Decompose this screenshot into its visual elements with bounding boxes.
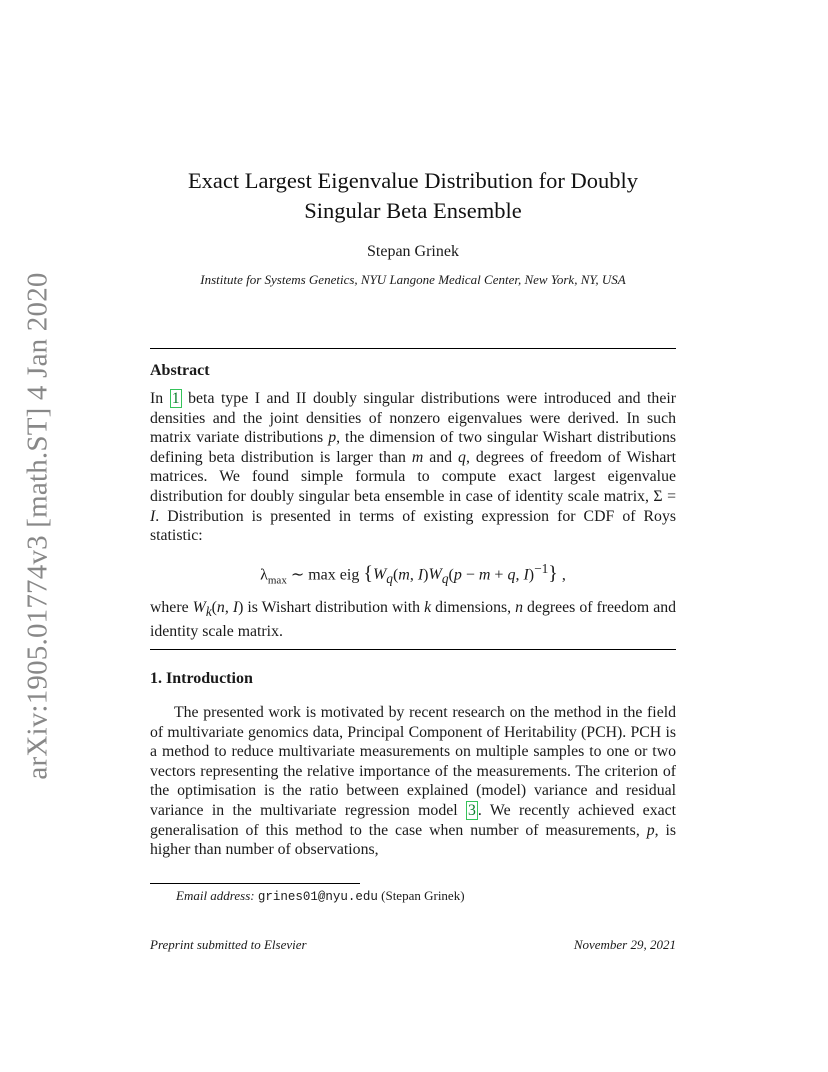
citation-3[interactable]: 3 [468,801,476,819]
arxiv-identifier: arXiv:1905.01774v3 [math.ST] 4 Jan 2020 [21,272,54,780]
abstract-heading: Abstract [150,362,210,379]
date: November 29, 2021 [573,937,676,952]
equation: $\lambda_{max}$ ∼ max eig {$W_q(m$, $I)W_q(p - m + q$, I)$^{-1}$} , [260,561,566,587]
author: Stepan Grinek [367,243,459,260]
email-link[interactable]: grines01@nyu.edu [257,890,378,904]
title-line-1: Exact Largest Eigenvalue Distribution for Doubly [187,168,639,193]
introduction-paragraph: The presented work is motivated by recent research on the method in the field of multivariate genomics data, Principal Component of Heritability (PCH). PCH is a method to reduce multivariate measurements on multiple samples to one or two vectors representing the relative importance of the measurements. The criterion of the optimisation is the ratio between explained (model) variance and residual variance in the multivariate regression model 3 . We recently achieved exact generalisation of this method to the case when number of measurements, p, is higher than number of observations, [150,704,677,859]
affiliation: Institute for Systems Genetics, NYU Langone Medical Center, New York, NY, USA [200,272,626,287]
paper-title [150,166,676,226]
title-line-2: Singular Beta Ensemble [304,198,522,223]
footnote: Email address: grines01@nyu.edu (Stepan Grinek) [176,888,465,904]
abstract-paragraph-2: where $W_k(n$, I) is Wishart distribution with k dimensions, n degrees of freedom and identity scale matrix. [150,599,676,640]
abstract-top-rule [150,348,676,349]
citation-1[interactable]: 1 [171,390,180,407]
abstract-paragraph-1: In 1 beta type I and II doubly singular distributions were introduced and their densities and the joint densities of nonzero eigenvalues were derived. In such matrix variate distributions p, the dimension of two singular Wishart distributions defining beta distribution is larger than m and q, degrees of freedom of Wishart matrices. We found simple formula to compute exact largest eigenvalue distribution for doubly singular beta ensemble in case of identity scale matrix, Σ = I. Distribution is presented in terms of existing expression for CDF of Roys statistic: [150,390,676,545]
footnote-rule [150,883,360,884]
abstract-bottom-rule [150,649,676,650]
section-heading-introduction: 1. Introduction [150,670,253,687]
preprint-note: Preprint submitted to Elsevier [150,937,307,952]
